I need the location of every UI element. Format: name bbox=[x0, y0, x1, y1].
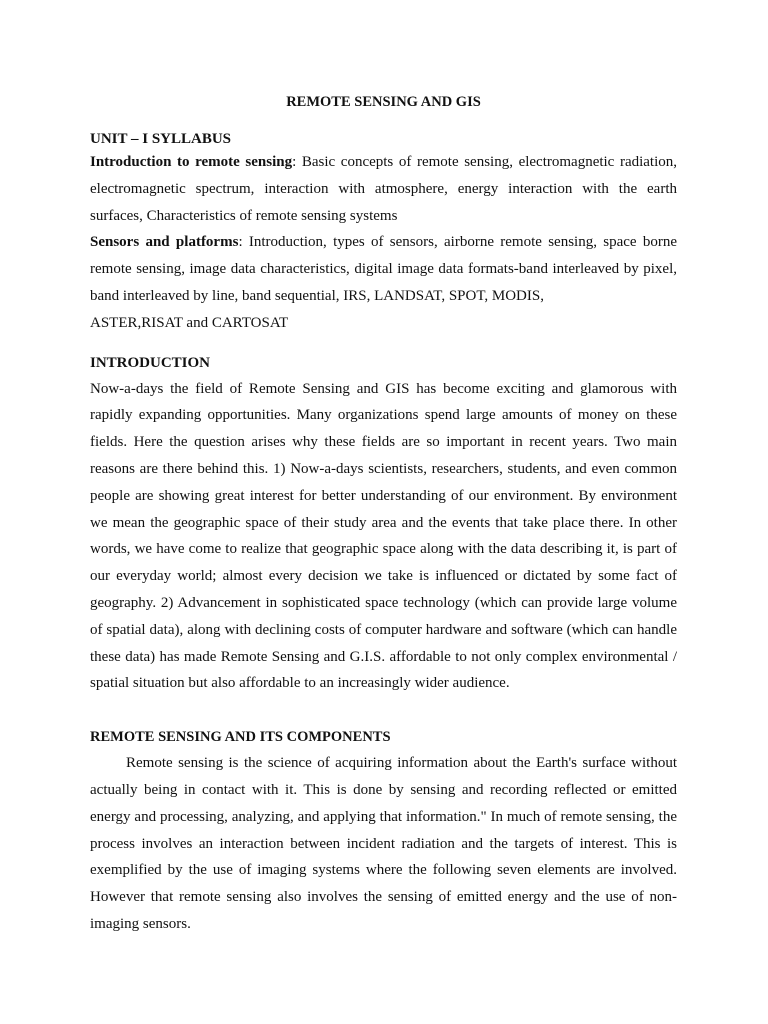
syllabus-section bbox=[90, 149, 677, 337]
introduction-heading: INTRODUCTION bbox=[90, 354, 211, 371]
syllabus-intro-lead: Introduction to remote sensing bbox=[90, 154, 293, 170]
unit-heading: UNIT – I SYLLABUS bbox=[90, 131, 232, 147]
document-page bbox=[90, 92, 677, 938]
components-heading: REMOTE SENSING AND ITS COMPONENTS bbox=[90, 729, 391, 746]
components-paragraph: Remote sensing is the science of acquiring information about the Earth's surface without actually being in contact with it. This is done by sensing and recording reflected or emitted energy and processing, analyzing, and applying that information." In much of remote sensing, the process involves an interaction between incident radiation and the targets of interest. This is exemplified by the use of imaging systems where the following seven elements are involved. However that remote sensing also involves the sensing of emitted energy and the use of non-imaging sensors. bbox=[90, 755, 677, 932]
syllabus-sensors-text: : Introduction, types of sensors, airborne remote sensing, space borne remote sensing, image data characteristics, digital image data formats-band interleaved by pixel, band interleaved by line, band sequential, IRS, LANDSAT, SPOT, MODIS, bbox=[90, 234, 677, 304]
syllabus-intro-text: : Basic concepts of remote sensing, electromagnetic radiation, electromagnetic spectrum, interaction with atmosphere, energy interaction with the earth surfaces, Characteristics of remote sensing systems bbox=[90, 154, 678, 224]
document-title: REMOTE SENSING AND GIS bbox=[286, 94, 481, 110]
introduction-paragraph: Now-a-days the field of Remote Sensing and GIS has become exciting and glamorous with rapidly expanding opportunities. Many organizations spend large amounts of money on these fields. Here the question arises why these fields are so important in recent years. Two main reasons are there behind this. 1) Now-a-days scientists, researchers, students, and even common people are showing great interest for better understanding of our environment. By environment we mean the geographic space of their study area and the events that take place there. In other words, we have come to realize that geographic space along with the data describing it, is part of our everyday world; almost every decision we take is influenced or dictated by some fact of geography. 2) Advancement in sophisticated space technology (which can provide large volume of spatial data), along with declining costs of computer hardware and software (which can handle these data) has made Remote Sensing and G.I.S. affordable to not only complex environmental / spatial situation but also affordable to an increasingly wider audience. bbox=[90, 380, 677, 692]
syllabus-sensors-lead: Sensors and platforms bbox=[90, 234, 239, 251]
syllabus-sensors-end: ASTER,RISAT and CARTOSAT bbox=[90, 314, 289, 331]
syllabus-sensors-paragraph bbox=[90, 229, 677, 309]
syllabus-intro-paragraph bbox=[90, 149, 677, 229]
